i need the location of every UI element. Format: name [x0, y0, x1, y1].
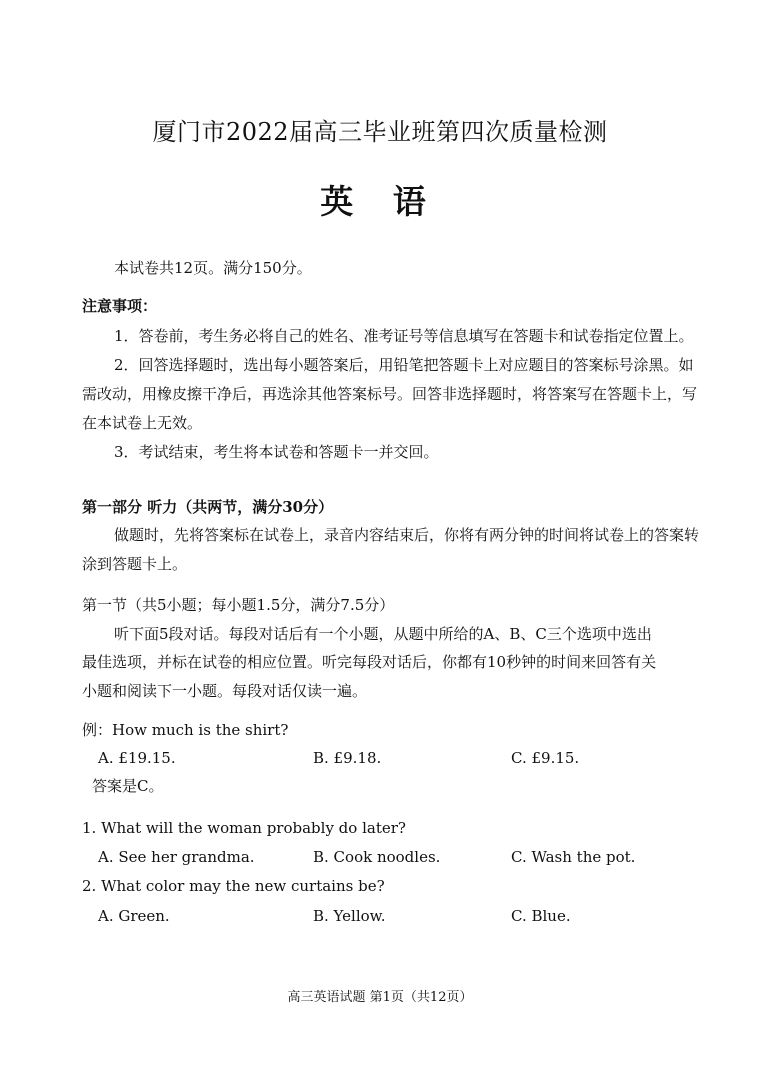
section1-desc-line-1: 听下面5段对话。每段对话后有一个小题，从题中所给的A、B、C三个选项中选出	[114, 625, 652, 643]
part1-desc-line-2: 涂到答题卡上。	[82, 555, 188, 573]
question-2: 2. What color may the new curtains be?	[82, 877, 385, 895]
question-1-option-b: B. Cook noodles.	[313, 848, 441, 866]
subject-title: 英 语	[320, 182, 440, 221]
question-2-option-b: B. Yellow.	[313, 907, 386, 925]
notice-heading: 注意事项：	[82, 297, 158, 315]
section1-heading: 第一节（共5小题；每小题1.5分，满分7.5分）	[82, 596, 395, 614]
question-2-option-c: C. Blue.	[511, 907, 571, 925]
exam-title: 厦门市2022届高三毕业班第四次质量检测	[152, 118, 608, 146]
part1-desc-line-1: 做题时，先将答案标在试卷上，录音内容结束后，你将有两分钟的时间将试卷上的答案转	[114, 526, 700, 544]
question-1-option-a: A. See her grandma.	[98, 848, 255, 866]
notice-item-3: 3．考试结束，考生将本试卷和答题卡一并交回。	[114, 443, 439, 461]
question-1: 1. What will the woman probably do later?	[82, 819, 406, 837]
question-1-option-c: C. Wash the pot.	[511, 848, 636, 866]
intro-text: 本试卷共12页。满分150分。	[114, 259, 312, 277]
example-answer: 答案是C。	[92, 777, 164, 795]
page-footer: 高三英语试题 第1页（共12页）	[287, 990, 473, 1005]
example-option-a: A. £19.15.	[98, 749, 176, 767]
example-question: 例：How much is the shirt?	[82, 721, 289, 739]
notice-item-2-line-3: 在本试卷上无效。	[82, 414, 203, 432]
section1-desc-line-2: 最佳选项，并标在试卷的相应位置。听完每段对话后，你都有10秒钟的时间来回答有关	[82, 653, 657, 671]
notice-item-1: 1．答卷前，考生务必将自己的姓名、准考证号等信息填写在答题卡和试卷指定位置上。	[114, 327, 694, 345]
part1-heading: 第一部分 听力（共两节，满分30分）	[82, 498, 334, 516]
example-option-c: C. £9.15.	[511, 749, 580, 767]
notice-item-2-line-2: 需改动，用橡皮擦干净后，再选涂其他答案标号。回答非选择题时，将答案写在答题卡上，写	[82, 385, 698, 403]
notice-item-2-line-1: 2．回答选择题时，选出每小题答案后，用铅笔把答题卡上对应题目的答案标号涂黑。如	[114, 356, 694, 374]
section1-desc-line-3: 小题和阅读下一小题。每段对话仅读一遍。	[82, 682, 368, 700]
question-2-option-a: A. Green.	[98, 907, 170, 925]
example-option-b: B. £9.18.	[313, 749, 382, 767]
